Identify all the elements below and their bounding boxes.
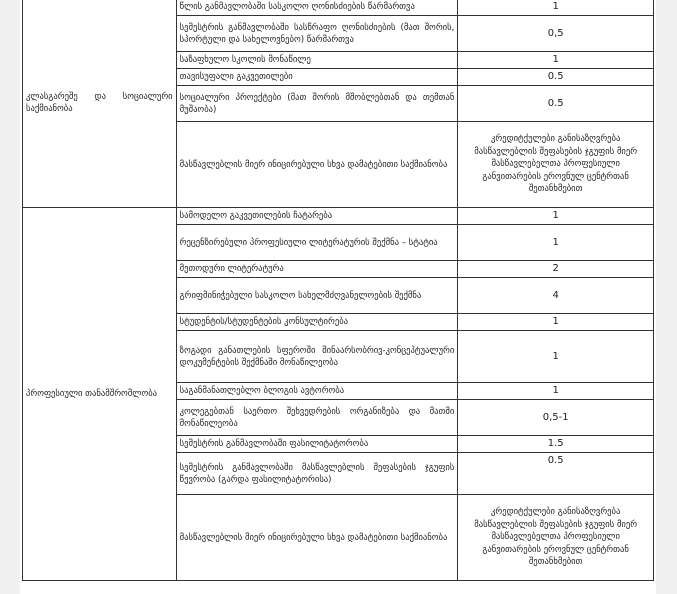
score-cell: 0.5	[458, 86, 654, 122]
category-cell: პროფესიული თანამშრომლობა	[23, 208, 177, 581]
score-cell: კრედიტქულები განისაზღვრება მასწავლებლის შეფასების ჯგუფის მიერ მასწავლებელთა პროფესიული განვითარების ეროვნულ ცენტრთან შეთანხმებით	[458, 122, 654, 208]
score-cell: 0,5	[458, 16, 654, 52]
criterion-cell: მეთოდური ლიტერატურა	[176, 261, 458, 278]
score-cell: 1.5	[458, 436, 654, 453]
score-cell: 0.5	[458, 453, 654, 495]
criterion-cell: სემესტრის განმავლობაში ფასილიტატორობა	[176, 436, 458, 453]
score-cell: 0.5	[458, 69, 654, 86]
criterion-cell: მასწავლებლის მიერ ინიცირებული სხვა დამატებითი საქმიანობა	[176, 122, 458, 208]
criterion-cell: საგანმანათლებლო ბლოგის ავტორობა	[176, 383, 458, 400]
criterion-cell: გრიფმინიჭებული სასკოლო სახელმძღვანელოების შექმნა	[176, 278, 458, 314]
score-cell: 1	[458, 225, 654, 261]
criterion-cell: წლის განმავლობაში სასკოლო ღონისძიების წარმართვა	[176, 0, 458, 16]
score-cell: 0,5-1	[458, 400, 654, 436]
score-cell: 2	[458, 261, 654, 278]
score-cell: კრედიტქულები განისაზღვრება მასწავლებლის შეფასების ჯგუფის მიერ მასწავლებელთა პროფესიული განვითარების ეროვნულ ცენტრთან შეთანხმებით	[458, 495, 654, 581]
score-cell: 1	[458, 52, 654, 69]
criterion-cell: რეცენზირებული პროფესიული ლიტერატურის შექმნა – სტატია	[176, 225, 458, 261]
criterion-cell: სოციალური პროექტები (მათ შორის მშობლებთან და თემთან მუშაობა)	[176, 86, 458, 122]
criterion-cell: სემესტრის განმავლობაში სასწრაფო ღონისძიების (მათ შორის, სპორტული და სახელოვნებო) წარმართვა	[176, 16, 458, 52]
criterion-cell: სტუდენტის/სტუდენტების კონსულტირება	[176, 314, 458, 331]
category-cell: კლასგარეშე და სოციალური საქმიანობა	[23, 0, 177, 208]
table-row	[23, 208, 654, 225]
criterion-cell: სამოდელო გაკვეთილების ჩატარება	[176, 208, 458, 225]
score-cell: 1	[458, 331, 654, 383]
score-cell: 4	[458, 278, 654, 314]
criterion-cell: თავისუფალი გაკვეთილები	[176, 69, 458, 86]
criterion-cell: სემესტრის განმავლობაში მასწავლებლის შეფასების ჯგუფის წევრობა (გარდა ფასილიტატორისა)	[176, 453, 458, 495]
criterion-cell: საზაფხულო სკოლის მონაწილე	[176, 52, 458, 69]
score-cell: 1	[458, 314, 654, 331]
score-cell: 1	[458, 208, 654, 225]
document-page	[20, 0, 656, 594]
criterion-cell: მასწავლებლის მიერ ინიცირებული სხვა დამატებითი საქმიანობა	[176, 495, 458, 581]
score-cell: 1	[458, 0, 654, 16]
criterion-cell: კოლეგებთან საერთო შეხვედრების ორგანიზება და მათში მონაწილეობა	[176, 400, 458, 436]
table-row	[23, 0, 654, 16]
score-cell: 1	[458, 383, 654, 400]
criterion-cell: ზოგადი განათლების სფეროში შინაარსობრივ-კონცეპტუალური დოკუმენტების შექმნაში მონაწილეობა	[176, 331, 458, 383]
credit-points-table	[22, 0, 654, 581]
